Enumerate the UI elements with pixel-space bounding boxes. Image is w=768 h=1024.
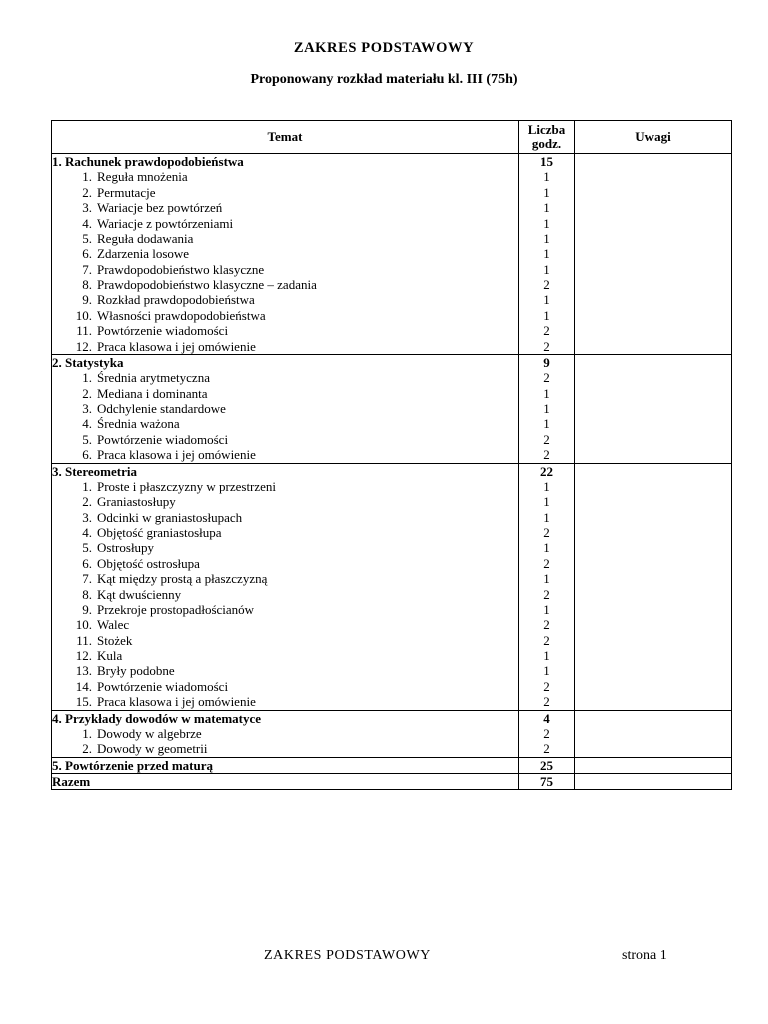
- topic-label: Proste i płaszczyzny w przestrzeni: [97, 478, 277, 494]
- topic-number: 1.: [82, 370, 92, 386]
- topic-row: [52, 447, 732, 463]
- topic-hours: 1: [519, 386, 575, 401]
- topic-number: 4.: [82, 215, 92, 231]
- topic-label: Reguła dodawania: [97, 230, 194, 246]
- topic-row: [52, 525, 732, 540]
- topic-hours: 1: [519, 479, 575, 494]
- section-row: [52, 710, 732, 726]
- topic-row: [52, 432, 732, 447]
- topic-hours: 2: [519, 277, 575, 292]
- topic-notes: [575, 200, 732, 215]
- topic-notes: [575, 617, 732, 632]
- topic-hours: 1: [519, 292, 575, 307]
- topic-cell: [52, 741, 519, 757]
- topic-row: [52, 679, 732, 694]
- topic-label: Średnia arytmetyczna: [97, 370, 210, 386]
- topic-row: [52, 602, 732, 617]
- topic-cell: [52, 556, 519, 571]
- table-header-row: [52, 121, 732, 154]
- topic-cell: [52, 494, 519, 509]
- topic-row: [52, 726, 732, 741]
- topic-label: Stożek: [97, 632, 133, 648]
- section-notes: [575, 154, 732, 170]
- topic-number: 4.: [82, 525, 92, 540]
- section-title: 4. Przykłady dowodów w matematyce: [52, 710, 519, 726]
- topic-label: Graniastosłupy: [97, 494, 176, 510]
- topic-hours: 2: [519, 617, 575, 632]
- topic-cell: [52, 292, 519, 307]
- topic-label: Zdarzenia losowe: [97, 246, 190, 262]
- section-notes: [575, 710, 732, 726]
- topic-notes: [575, 216, 732, 231]
- topic-notes: [575, 277, 732, 292]
- topic-notes: [575, 602, 732, 617]
- topic-row: [52, 277, 732, 292]
- topic-notes: [575, 323, 732, 338]
- section-row: [52, 463, 732, 479]
- topic-label: Prawdopodobieństwo klasyczne: [97, 261, 265, 277]
- topic-hours: 2: [519, 370, 575, 385]
- topic-cell: [52, 262, 519, 277]
- topic-notes: [575, 416, 732, 431]
- topic-notes: [575, 401, 732, 416]
- topic-row: [52, 479, 732, 494]
- topic-number: 7.: [82, 261, 92, 277]
- topic-cell: [52, 540, 519, 555]
- section-hours: 9: [519, 354, 575, 370]
- topic-row: [52, 339, 732, 355]
- topic-number: 15.: [75, 694, 92, 710]
- topic-cell: [52, 663, 519, 678]
- topic-cell: [52, 277, 519, 292]
- topic-row: [52, 169, 732, 184]
- topic-notes: [575, 663, 732, 678]
- section-hours: 25: [519, 757, 575, 773]
- topic-number: 10.: [75, 617, 92, 633]
- section-row: [52, 354, 732, 370]
- topic-notes: [575, 339, 732, 355]
- topic-label: Objętość ostrosłupa: [97, 555, 200, 571]
- section-row: [52, 774, 732, 790]
- topic-label: Średnia ważona: [97, 416, 180, 432]
- topic-hours: 1: [519, 494, 575, 509]
- topic-label: Przekroje prostopadłościanów: [97, 601, 255, 617]
- topic-label: Prawdopodobieństwo klasyczne – zadania: [97, 277, 317, 292]
- topic-hours: 1: [519, 216, 575, 231]
- topic-notes: [575, 432, 732, 447]
- topic-row: [52, 386, 732, 401]
- topic-label: Odcinki w graniastosłupach: [97, 509, 243, 525]
- topic-row: [52, 231, 732, 246]
- topic-number: 2.: [82, 385, 92, 401]
- topic-hours: 1: [519, 510, 575, 525]
- topic-hours: 1: [519, 169, 575, 184]
- section-hours: 75: [519, 774, 575, 790]
- topic-hours: 2: [519, 694, 575, 710]
- topic-row: [52, 494, 732, 509]
- topic-notes: [575, 479, 732, 494]
- topic-hours: 1: [519, 602, 575, 617]
- section-hours: 4: [519, 710, 575, 726]
- topic-hours: 2: [519, 633, 575, 648]
- topic-hours: 1: [519, 308, 575, 323]
- topic-row: [52, 617, 732, 632]
- topic-row: [52, 308, 732, 323]
- topic-label: Kula: [97, 648, 123, 663]
- topic-hours: 2: [519, 587, 575, 602]
- topic-hours: 2: [519, 679, 575, 694]
- topic-row: [52, 510, 732, 525]
- topic-cell: [52, 617, 519, 632]
- topic-label: Reguła mnożenia: [97, 169, 188, 185]
- topic-notes: [575, 571, 732, 586]
- topic-row: [52, 401, 732, 416]
- topic-cell: [52, 479, 519, 494]
- topic-notes: [575, 292, 732, 307]
- topic-label: Bryły podobne: [97, 663, 175, 679]
- topic-row: [52, 216, 732, 231]
- topic-cell: [52, 308, 519, 323]
- topic-number: 10.: [75, 307, 92, 323]
- topic-cell: [52, 339, 519, 355]
- topic-number: 11.: [76, 323, 92, 339]
- topic-row: [52, 292, 732, 307]
- topic-notes: [575, 694, 732, 710]
- topic-cell: [52, 525, 519, 540]
- topic-notes: [575, 447, 732, 463]
- column-header-topic: Temat: [52, 121, 519, 154]
- topic-notes: [575, 510, 732, 525]
- topic-label: Dowody w geometrii: [97, 741, 208, 757]
- topic-label: Wariacje bez powtórzeń: [97, 200, 223, 216]
- topic-number: 5.: [82, 230, 92, 246]
- topic-label: Rozkład prawdopodobieństwa: [97, 292, 255, 308]
- column-header-hours-line2: godz.: [531, 136, 562, 151]
- topic-number: 6.: [82, 555, 92, 571]
- topic-notes: [575, 262, 732, 277]
- topic-cell: [52, 571, 519, 586]
- topic-cell: [52, 587, 519, 602]
- topic-hours: 1: [519, 200, 575, 215]
- topic-hours: 1: [519, 663, 575, 678]
- topic-notes: [575, 679, 732, 694]
- topic-number: 3.: [82, 200, 92, 216]
- topic-label: Permutacje: [97, 184, 156, 200]
- topic-cell: [52, 169, 519, 184]
- topic-label: Powtórzenie wiadomości: [97, 323, 229, 339]
- topic-notes: [575, 587, 732, 602]
- topic-label: Praca klasowa i jej omówienie: [97, 694, 256, 710]
- topic-row: [52, 587, 732, 602]
- topic-label: Kąt między prostą a płaszczyzną: [97, 571, 268, 587]
- section-hours: 22: [519, 463, 575, 479]
- topic-cell: [52, 370, 519, 385]
- topic-cell: [52, 416, 519, 431]
- topic-cell: [52, 602, 519, 617]
- column-header-notes: Uwagi: [575, 121, 732, 154]
- section-notes: [575, 354, 732, 370]
- table-body: [52, 154, 732, 790]
- topic-number: 1.: [82, 169, 92, 185]
- topic-hours: 2: [519, 447, 575, 463]
- topic-number: 9.: [82, 292, 92, 308]
- topic-cell: [52, 679, 519, 694]
- topic-cell: [52, 694, 519, 710]
- topic-number: 8.: [82, 277, 92, 292]
- topic-number: 4.: [82, 416, 92, 432]
- topic-number: 13.: [75, 663, 92, 679]
- topic-hours: 1: [519, 401, 575, 416]
- topic-notes: [575, 741, 732, 757]
- topic-number: 9.: [82, 601, 92, 617]
- topic-number: 5.: [82, 431, 92, 447]
- topic-label: Praca klasowa i jej omówienie: [97, 338, 256, 354]
- topic-cell: [52, 185, 519, 200]
- topic-number: 6.: [82, 246, 92, 262]
- topic-hours: 2: [519, 741, 575, 757]
- topic-number: 1.: [82, 478, 92, 494]
- topic-number: 2.: [82, 494, 92, 510]
- topic-label: Ostrosłupy: [97, 540, 155, 556]
- topic-cell: [52, 386, 519, 401]
- topic-label: Odchylenie standardowe: [97, 401, 226, 416]
- topic-cell: [52, 447, 519, 463]
- topic-label: Objętość graniastosłupa: [97, 525, 222, 540]
- page-title: ZAKRES PODSTAWOWY: [293, 40, 475, 56]
- topic-hours: 2: [519, 726, 575, 741]
- topic-notes: [575, 726, 732, 741]
- section-hours: 15: [519, 154, 575, 170]
- topic-cell: [52, 432, 519, 447]
- topic-notes: [575, 231, 732, 246]
- topic-row: [52, 633, 732, 648]
- section-title: 3. Stereometria: [52, 463, 519, 479]
- topic-notes: [575, 540, 732, 555]
- topic-cell: [52, 216, 519, 231]
- topic-notes: [575, 525, 732, 540]
- topic-row: [52, 556, 732, 571]
- topic-number: 2.: [82, 184, 92, 200]
- curriculum-table: [51, 120, 732, 790]
- section-notes: [575, 774, 732, 790]
- section-notes: [575, 757, 732, 773]
- topic-notes: [575, 246, 732, 261]
- topic-number: 3.: [82, 509, 92, 525]
- section-row: [52, 154, 732, 170]
- topic-cell: [52, 200, 519, 215]
- column-header-hours-line1: Liczba: [527, 122, 566, 137]
- section-notes: [575, 463, 732, 479]
- footer-title: ZAKRES PODSTAWOWY: [264, 948, 432, 963]
- topic-cell: [52, 648, 519, 663]
- topic-hours: 1: [519, 231, 575, 246]
- topic-row: [52, 370, 732, 385]
- topic-number: 12.: [75, 648, 92, 663]
- topic-number: 5.: [82, 540, 92, 556]
- topic-notes: [575, 185, 732, 200]
- topic-hours: 1: [519, 246, 575, 261]
- topic-row: [52, 262, 732, 277]
- topic-label: Powtórzenie wiadomości: [97, 431, 229, 447]
- topic-cell: [52, 231, 519, 246]
- topic-cell: [52, 323, 519, 338]
- topic-hours: 1: [519, 262, 575, 277]
- topic-hours: 2: [519, 323, 575, 338]
- topic-hours: 1: [519, 648, 575, 663]
- topic-cell: [52, 246, 519, 261]
- topic-label: Wariacje z powtórzeniami: [97, 215, 234, 231]
- topic-number: 1.: [82, 725, 92, 741]
- topic-label: Dowody w algebrze: [97, 725, 202, 741]
- section-title: 1. Rachunek prawdopodobieństwa: [52, 154, 519, 170]
- topic-number: 3.: [82, 401, 92, 416]
- topic-cell: [52, 726, 519, 741]
- topic-row: [52, 571, 732, 586]
- topic-hours: 2: [519, 556, 575, 571]
- topic-row: [52, 540, 732, 555]
- topic-cell: [52, 633, 519, 648]
- topic-notes: [575, 633, 732, 648]
- topic-row: [52, 200, 732, 215]
- topic-number: 6.: [82, 447, 92, 463]
- section-title: 2. Statystyka: [52, 354, 519, 370]
- topic-label: Kąt dwuścienny: [97, 586, 182, 602]
- topic-row: [52, 741, 732, 757]
- topic-hours: 1: [519, 540, 575, 555]
- topic-number: 14.: [75, 678, 92, 694]
- section-row: [52, 757, 732, 773]
- topic-label: Mediana i dominanta: [97, 385, 208, 401]
- footer-page-number: strona 1: [622, 948, 667, 963]
- topic-hours: 1: [519, 416, 575, 431]
- topic-notes: [575, 308, 732, 323]
- topic-row: [52, 416, 732, 431]
- topic-row: [52, 246, 732, 261]
- topic-number: 7.: [82, 571, 92, 587]
- topic-cell: [52, 510, 519, 525]
- topic-cell: [52, 401, 519, 416]
- column-header-hours: [519, 121, 575, 154]
- topic-hours: 2: [519, 525, 575, 540]
- topic-label: Praca klasowa i jej omówienie: [97, 447, 256, 463]
- topic-notes: [575, 556, 732, 571]
- topic-notes: [575, 648, 732, 663]
- topic-number: 11.: [76, 632, 92, 648]
- section-title: Razem: [52, 774, 519, 790]
- topic-notes: [575, 494, 732, 509]
- topic-row: [52, 663, 732, 678]
- topic-hours: 1: [519, 185, 575, 200]
- topic-row: [52, 694, 732, 710]
- page-subtitle: Proponowany rozkład materiału kl. III (75h): [250, 72, 518, 87]
- topic-label: Walec: [97, 617, 130, 633]
- topic-row: [52, 185, 732, 200]
- topic-notes: [575, 370, 732, 385]
- topic-row: [52, 648, 732, 663]
- topic-number: 8.: [82, 586, 92, 602]
- topic-label: Powtórzenie wiadomości: [97, 678, 229, 694]
- topic-hours: 2: [519, 432, 575, 447]
- topic-notes: [575, 386, 732, 401]
- topic-number: 2.: [82, 741, 92, 757]
- topic-hours: 1: [519, 571, 575, 586]
- topic-notes: [575, 169, 732, 184]
- topic-row: [52, 323, 732, 338]
- topic-number: 12.: [75, 338, 92, 354]
- topic-label: Własności prawdopodobieństwa: [97, 307, 266, 323]
- topic-hours: 2: [519, 339, 575, 355]
- section-title: 5. Powtórzenie przed maturą: [52, 757, 519, 773]
